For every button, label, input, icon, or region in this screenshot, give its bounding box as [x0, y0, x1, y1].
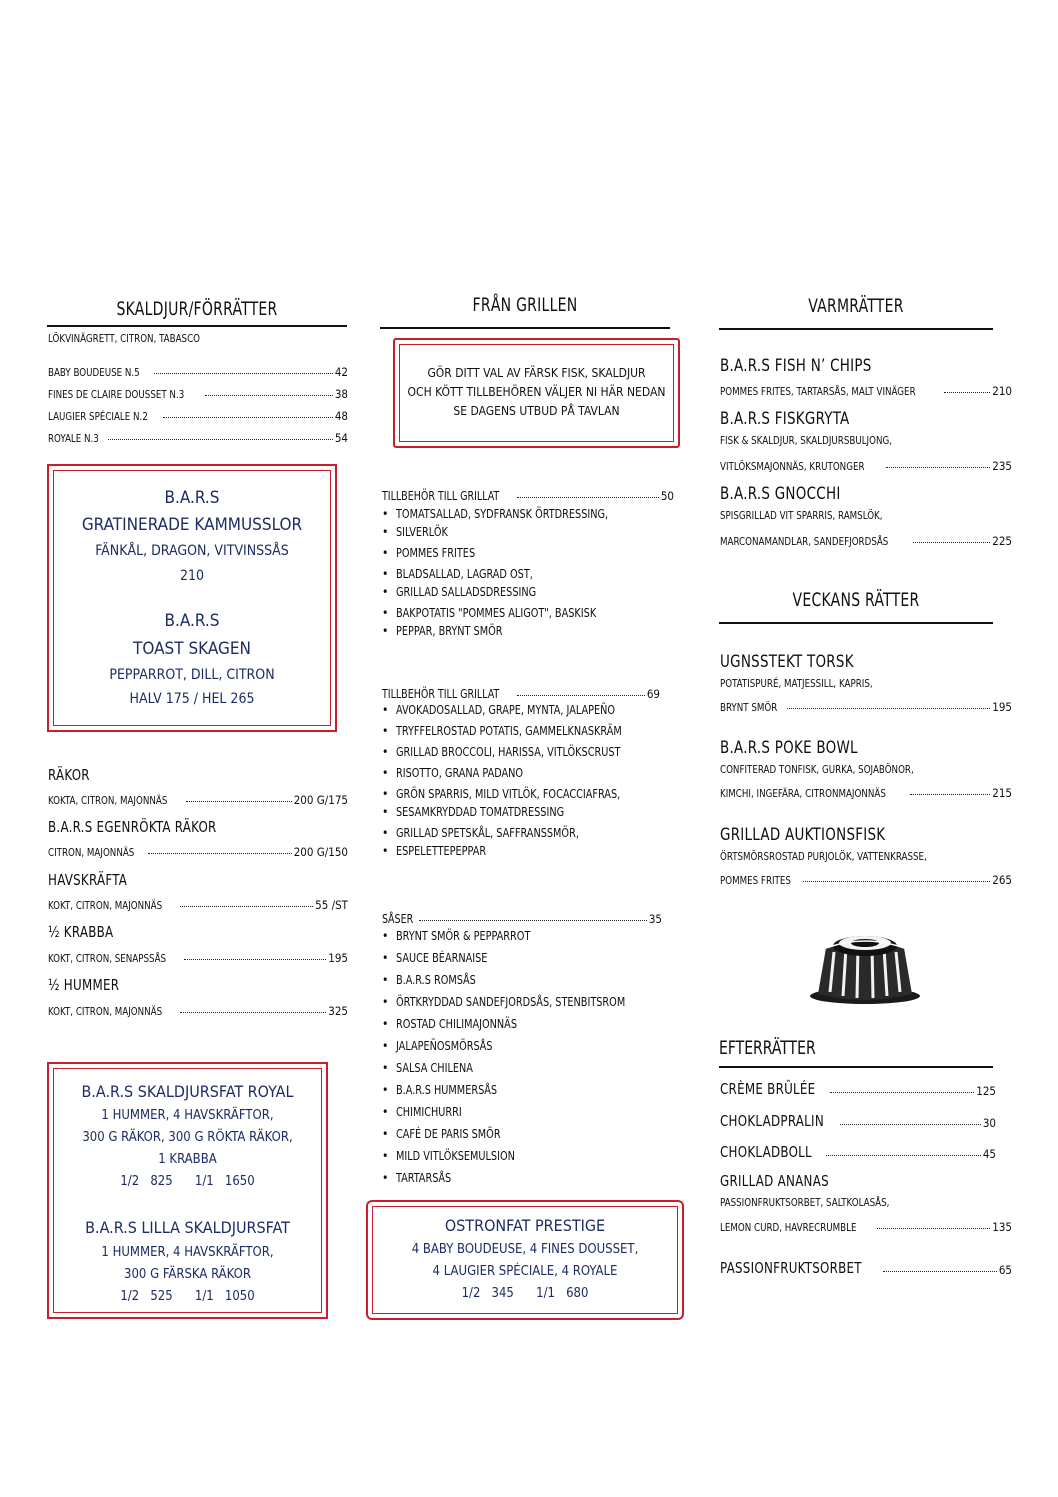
- dessert-name: CHOKLADPRALIN: [720, 1112, 824, 1130]
- item-price: 210: [992, 384, 1012, 398]
- list-item: • TRYFFELROSTAD POTATIS, GAMMELKNASKRÄM: [382, 721, 647, 742]
- section-title-grill: FRÅN GRILLEN: [472, 294, 578, 316]
- item-title: B.A.R.S FISH N’ CHIPS: [720, 356, 872, 376]
- item-price: 195: [992, 700, 1012, 714]
- item-row: [48, 787, 348, 807]
- group-header: [382, 681, 660, 701]
- divider: [380, 327, 670, 329]
- item-price: 200 G/150: [293, 845, 348, 859]
- item-price: 215: [992, 786, 1012, 800]
- item-title: HAVSKRÄFTA: [48, 871, 128, 889]
- list-item: • JALAPEÑOSMÖRSÅS: [382, 1035, 651, 1057]
- group-header: [382, 483, 674, 503]
- item-row: [48, 998, 348, 1018]
- list-item: • SALSA CHILENA: [382, 1057, 651, 1079]
- list-item: • TARTARSÅS: [382, 1167, 651, 1189]
- box-line: 210: [179, 568, 205, 584]
- box-line: 1 HUMMER, 4 HAVSKRÄFTOR,: [101, 1245, 274, 1260]
- dessert-row: [720, 1108, 996, 1130]
- item-title: B.A.R.S FISKGRYTA: [720, 409, 850, 429]
- item-row: [720, 1214, 1012, 1234]
- item-price: 195: [328, 951, 348, 965]
- item-desc: KOKT, CITRON, MAJONNÄS: [48, 1005, 163, 1018]
- box-line: 300 G FÄRSKA RÄKOR: [124, 1267, 251, 1282]
- box-line: FÄNKÅL, DRAGON, VITVINSSÅS: [95, 543, 289, 559]
- list-item: • SAUCE BÉARNAISE: [382, 947, 651, 969]
- box-line: 1/2 825 1/1 1650: [120, 1174, 255, 1189]
- list-item: • RISOTTO, GRANA PADANO: [382, 763, 647, 784]
- list-item: • SILVERLÖK: [382, 522, 632, 543]
- item-row: [48, 839, 348, 859]
- oyster-name: LAUGIER SPÉCIALE N.2: [48, 410, 148, 423]
- dessert-row: [720, 1255, 1012, 1277]
- dessert-price: 65: [998, 1263, 1012, 1277]
- box-line: B.A.R.S: [164, 488, 220, 508]
- box-line: B.A.R.S SKALDJURSFAT ROYAL: [81, 1082, 294, 1101]
- sauce-list: [382, 925, 651, 1189]
- oyster-row: [48, 425, 348, 445]
- box-line: PEPPARROT, DILL, CITRON: [109, 667, 275, 683]
- dessert-row: [720, 1139, 996, 1161]
- item-desc: POTATISPURÉ, MATJESSILL, KAPRIS,: [720, 677, 873, 690]
- divider: [719, 1066, 993, 1068]
- oyster-price: 42: [334, 365, 348, 379]
- item-desc: CITRON, MAJONNÄS: [48, 846, 135, 859]
- platter-line: 4 BABY BOUDEUSE, 4 FINES DOUSSET,: [411, 1242, 639, 1257]
- item-desc: FISK & SKALDJUR, SKALDJURSBULJONG,: [720, 434, 892, 447]
- oyster-row: [48, 381, 348, 401]
- item-desc: KOKT, CITRON, MAJONNÄS: [48, 899, 163, 912]
- item-title: B.A.R.S EGENRÖKTA RÄKOR: [48, 818, 217, 836]
- item-desc: VITLÖKSMAJONNÄS, KRUTONGER: [720, 460, 865, 473]
- item-row: [720, 780, 1012, 800]
- item-desc: PASSIONFRUKTSORBET, SALTKOLASÅS,: [720, 1196, 890, 1209]
- item-price: 225: [992, 534, 1012, 548]
- item-desc: MARCONAMANDLAR, SANDEFJORDSÅS: [720, 535, 889, 548]
- item-row: [720, 867, 1012, 887]
- item-row: [720, 694, 1012, 714]
- divider: [719, 328, 993, 330]
- group-price: 50: [660, 489, 674, 503]
- oyster-name: ROYALE N.3: [48, 432, 99, 445]
- oyster-price: 54: [334, 431, 348, 445]
- item-row: [48, 892, 348, 912]
- list-item: • GRILLAD BROCCOLI, HARISSA, VITLÖKSCRUST: [382, 742, 647, 763]
- dessert-name: PASSIONFRUKTSORBET: [720, 1259, 862, 1277]
- oyster-price: 48: [334, 409, 348, 423]
- group-name: SÅSER: [382, 912, 414, 926]
- list-item: • TOMATSALLAD, SYDFRANSK ÖRTDRESSING,: [382, 504, 632, 525]
- notice-line: GÖR DITT VAL AV FÄRSK FISK, SKALDJUR: [427, 366, 646, 380]
- accessory-list: [382, 700, 647, 862]
- list-item: • PEPPAR, BRYNT SMÖR: [382, 621, 632, 642]
- box-line: TOAST SKAGEN: [133, 639, 251, 659]
- section-title-skaldjur: SKALDJUR/FÖRRÄTTER: [116, 298, 278, 320]
- item-desc: KIMCHI, INGEFÄRA, CITRONMAJONNÄS: [720, 787, 886, 800]
- item-price: 325: [328, 1004, 348, 1018]
- oyster-row: [48, 359, 348, 379]
- group-header: [382, 906, 662, 926]
- dessert-price: 125: [976, 1084, 996, 1098]
- divider: [719, 622, 993, 624]
- item-desc: POMMES FRITES, TARTARSÅS, MALT VINÄGER: [720, 385, 916, 398]
- item-row: [720, 378, 1012, 398]
- list-item: • POMMES FRITES: [382, 543, 632, 564]
- item-title: GRILLAD ANANAS: [720, 1172, 829, 1190]
- list-item: • BLADSALLAD, LAGRAD OST,: [382, 564, 632, 585]
- list-item: • MILD VITLÖKSEMULSION: [382, 1145, 651, 1167]
- item-desc: BRYNT SMÖR: [720, 701, 778, 714]
- group-name: TILLBEHÖR TILL GRILLAT: [382, 489, 500, 503]
- box-line: 300 G RÄKOR, 300 G RÖKTA RÄKOR,: [82, 1130, 293, 1145]
- group-price: 35: [648, 912, 662, 926]
- box-line: B.A.R.S LILLA SKALDJURSFAT: [85, 1218, 290, 1237]
- list-item: • B.A.R.S HUMMERSÅS: [382, 1079, 651, 1101]
- item-title: RÄKOR: [48, 766, 90, 784]
- box-line: GRATINERADE KAMMUSSLOR: [81, 515, 303, 535]
- item-desc: KOKT, CITRON, SENAPSSÅS: [48, 952, 167, 965]
- item-title: ½ HUMMER: [48, 976, 120, 994]
- item-title: UGNSSTEKT TORSK: [720, 652, 854, 672]
- item-desc: CONFITERAD TONFISK, GURKA, SOJABÖNOR,: [720, 763, 914, 776]
- pudding-mold-illustration: [806, 922, 924, 1006]
- dessert-name: CHOKLADBOLL: [720, 1143, 812, 1161]
- platter-line: 1/2 345 1/1 680: [461, 1286, 589, 1301]
- list-item: • CAFÉ DE PARIS SMÖR: [382, 1123, 651, 1145]
- box-line: 1 KRABBA: [158, 1152, 217, 1167]
- list-item: • BAKPOTATIS "POMMES ALIGOT", BASKISK: [382, 603, 632, 624]
- platter-title: OSTRONFAT PRESTIGE: [444, 1216, 606, 1235]
- oyster-row: [48, 403, 348, 423]
- featured-box-skaldjursfat: [47, 1062, 328, 1319]
- box-line: B.A.R.S: [164, 611, 220, 631]
- list-item: • B.A.R.S ROMSÅS: [382, 969, 651, 991]
- item-title: GRILLAD AUKTIONSFISK: [720, 825, 886, 845]
- item-price: 265: [992, 873, 1012, 887]
- item-price: 235: [992, 459, 1012, 473]
- oyster-name: FINES DE CLAIRE DOUSSET N.3: [48, 388, 185, 401]
- item-title: B.A.R.S POKE BOWL: [720, 738, 858, 758]
- list-item: • BRYNT SMÖR & PEPPARROT: [382, 925, 651, 947]
- item-price: 135: [992, 1220, 1012, 1234]
- notice-line: OCH KÖTT TILLBEHÖREN VÄLJER NI HÄR NEDAN: [407, 385, 666, 399]
- item-row: [720, 453, 1012, 473]
- box-line: 1 HUMMER, 4 HAVSKRÄFTOR,: [101, 1108, 274, 1123]
- item-desc: LEMON CURD, HAVRECRUMBLE: [720, 1221, 857, 1234]
- dessert-price: 45: [982, 1147, 996, 1161]
- item-price: 55 /ST: [315, 898, 348, 912]
- accessory-list: [382, 504, 632, 642]
- list-item: • ROSTAD CHILIMAJONNÄS: [382, 1013, 651, 1035]
- skaldjur-subtitle: LÖKVINÄGRETT, CITRON, TABASCO: [48, 332, 201, 345]
- box-line: 1/2 525 1/1 1050: [120, 1289, 255, 1304]
- list-item: • GRILLAD SPETSKÅL, SAFFRANSSMÖR,: [382, 823, 647, 844]
- oyster-name: BABY BOUDEUSE N.5: [48, 366, 140, 379]
- item-desc: SPISGRILLAD VIT SPARRIS, RAMSLÖK,: [720, 509, 883, 522]
- box-line: HALV 175 / HEL 265: [129, 691, 255, 707]
- platter-line: 4 LAUGIER SPÉCIALE, 4 ROYALE: [432, 1264, 618, 1279]
- item-row: [48, 945, 348, 965]
- list-item: • CHIMICHURRI: [382, 1101, 651, 1123]
- section-title-veckans: VECKANS RÄTTER: [792, 589, 920, 611]
- item-title: ½ KRABBA: [48, 923, 114, 941]
- group-price: 69: [646, 687, 660, 701]
- oyster-price: 38: [334, 387, 348, 401]
- item-title: B.A.R.S GNOCCHI: [720, 484, 841, 504]
- list-item: • ESPELETTEPEPPAR: [382, 841, 647, 862]
- item-price: 200 G/175: [293, 793, 348, 807]
- list-item: • GRILLAD SALLADSDRESSING: [382, 582, 632, 603]
- dessert-row: [720, 1076, 996, 1098]
- featured-box-kammusslor: [47, 464, 337, 732]
- item-row: [720, 528, 1012, 548]
- divider: [47, 325, 347, 327]
- notice-box: [393, 338, 680, 448]
- list-item: • ÖRTKRYDDAD SANDEFJORDSÅS, STENBITSROM: [382, 991, 651, 1013]
- list-item: • SESAMKRYDDAD TOMATDRESSING: [382, 802, 647, 823]
- platter-box: [366, 1200, 684, 1320]
- item-desc: POMMES FRITES: [720, 874, 791, 887]
- dessert-name: CRÈME BRÛLÉE: [720, 1080, 816, 1098]
- section-title-efter: EFTERRÄTTER: [719, 1037, 816, 1059]
- item-desc: KOKTA, CITRON, MAJONNÄS: [48, 794, 168, 807]
- item-desc: ÖRTSMÖRSROSTAD PURJOLÖK, VATTENKRASSE,: [720, 850, 927, 863]
- list-item: • AVOKADOSALLAD, GRAPE, MYNTA, JALAPEÑO: [382, 700, 647, 721]
- dessert-price: 30: [982, 1116, 996, 1130]
- section-title-varm: VARMRÄTTER: [808, 295, 904, 317]
- notice-line: SE DAGENS UTBUD PÅ TAVLAN: [453, 404, 620, 418]
- group-name: TILLBEHÖR TILL GRILLAT: [382, 687, 500, 701]
- list-item: • GRÖN SPARRIS, MILD VITLÖK, FOCACCIAFRAS,: [382, 784, 647, 805]
